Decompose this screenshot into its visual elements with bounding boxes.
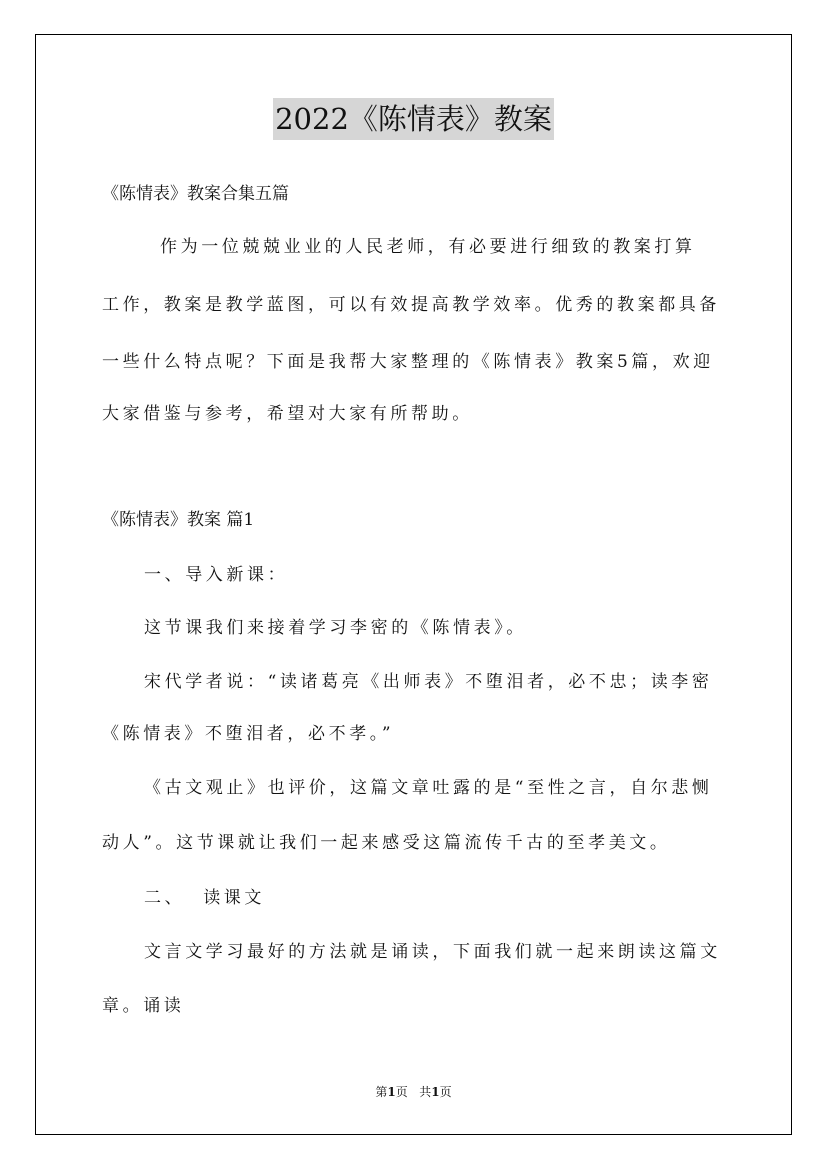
title-area (0, 98, 827, 140)
intro-line: 一些什么特点呢？下面是我帮大家整理的《陈情表》教案5篇，欢迎 (102, 352, 714, 372)
page-prefix: 第 (375, 1085, 388, 1099)
body-line: 文言文学习最好的方法就是诵读，下面我们就一起来朗读这篇文 (144, 942, 721, 962)
intro-line: 工作，教案是教学蓝图，可以有效提高教学效率。优秀的教案都具备 (102, 295, 720, 315)
document-title: 2022《陈情表》教案 (273, 98, 554, 140)
page-current: 1 (387, 1085, 396, 1099)
page-footer (0, 1083, 827, 1100)
body-line: 一、导入新课： (144, 565, 289, 585)
body-line: 这节课我们来接着学习李密的《陈情表》。 (144, 618, 527, 638)
body-line: 《古文观止》也评价，这篇文章吐露的是“至性之言，自尔悲恻 (144, 778, 713, 798)
intro-line: 大家借鉴与参考，希望对大家有所帮助。 (102, 404, 473, 424)
section-heading: 《陈情表》教案 篇1 (102, 510, 255, 530)
page-total: 1 (431, 1085, 440, 1099)
body-line: 二、 读课文 (144, 888, 266, 908)
page-mid: 页 共 (395, 1085, 432, 1099)
body-line: 宋代学者说：“读诸葛亮《出师表》不堕泪者，必不忠；读李密 (144, 672, 713, 692)
body-line: 动人”。这节课就让我们一起来感受这篇流传千古的至孝美文。 (102, 833, 671, 853)
body-line: 章。诵读 (102, 996, 185, 1016)
page-suffix: 页 (439, 1085, 452, 1099)
body-line: 《陈情表》不堕泪者，必不孝。” (102, 724, 395, 744)
intro-line: 作为一位兢兢业业的人民老师，有必要进行细致的教案打算 (160, 237, 696, 257)
document-subtitle: 《陈情表》教案合集五篇 (102, 184, 289, 204)
